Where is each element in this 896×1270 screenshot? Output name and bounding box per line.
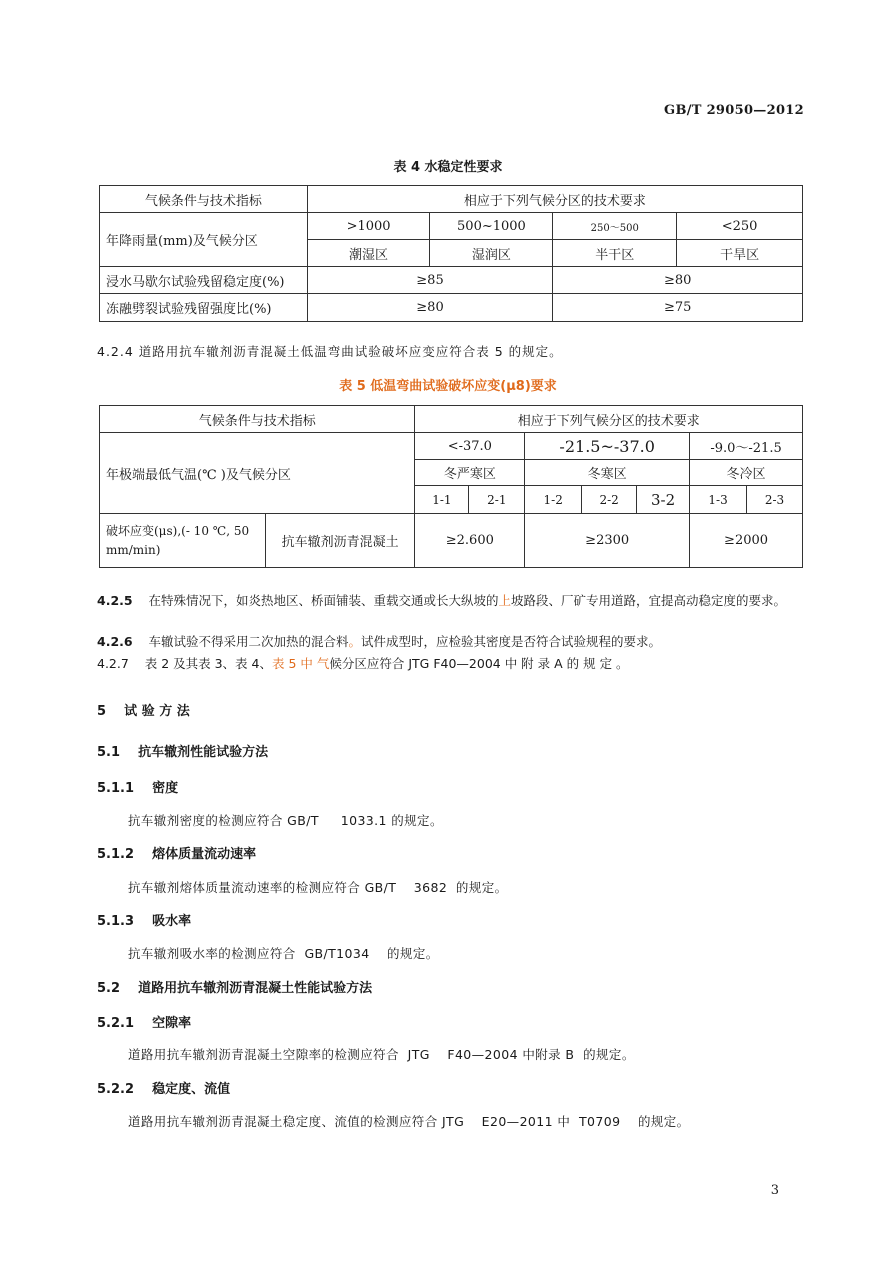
t4-row3-label: 浸水马歇尔试验残留稳定度(%) [100,267,308,294]
t5-strain-2: ≥2300 [525,514,690,568]
section-5-1-heading: 5.1 抗车辙剂性能试验方法 [97,745,269,760]
t5-strain-1: ≥2.600 [415,514,525,568]
para-4-2-7-text-b: 候分区应符合 JTG F40—2004 中 附 录 A 的 规 定 。 [329,656,629,671]
para-4-2-6-text-b: 试件成型时，应检验其密度是否符合试验规程的要求。 [361,634,662,649]
para-4-2-7-highlight: 表 5 中 气 [271,656,330,671]
t4-row4-b: ≥75 [553,294,803,322]
t5-header-right: 相应于下列气候分区的技术要求 [415,406,803,433]
t5-temp-label: 年极端最低气温(℃ )及气候分区 [100,433,415,514]
section-5-1-2-body: 抗车辙剂熔体质量流动速率的检测应符合 GB/T 3682 的规定。 [128,880,508,895]
section-5-1-1-body: 抗车辙剂密度的检测应符合 GB/T 1033.1 的规定。 [128,813,443,828]
t5-sub-1: 1-1 [415,486,469,514]
para-4-2-5-highlight: 上 [498,593,512,608]
table5-caption [0,375,896,394]
table5-caption-text: 表 5 低温弯曲试验破坏应变(μ8)要求 [339,379,557,394]
section-5-1-1-heading: 5.1.1 密度 [97,781,179,796]
section-5-2-heading: 5.2 道路用抗车辙剂沥青混凝土性能试验方法 [97,981,373,996]
t4-rain-1: >1000 [307,213,430,240]
t4-rain-4: <250 [677,213,803,240]
para-4-2-7-text-a: 表 2 及其表 3、表 4、 [144,656,272,671]
table4-caption: 表 4 水稳定性要求 [393,160,503,175]
t5-temp-3: -9.0～-21.5 [690,433,803,460]
t5-strain-3: ≥2000 [690,514,803,568]
para-4-2-5 [97,591,807,610]
t5-zone-1: 冬严寒区 [415,460,525,486]
t5-header-left: 气候条件与技术指标 [100,406,415,433]
para-4-2-5-text-a: 在特殊情况下，如炎热地区、桥面铺装、重载交通或长大纵坡的 [148,593,499,608]
para-4-2-5-num: 4.2.5 [97,593,133,608]
t4-zone-1: 潮湿区 [307,240,430,267]
t4-header-left: 气候条件与技术指标 [100,186,308,213]
section-5-1-3-heading: 5.1.3 吸水率 [97,914,192,929]
section-5-2-2-heading: 5.2.2 稳定度、流值 [97,1082,231,1097]
t4-rain-label: 年降雨量(mm)及气候分区 [100,213,308,267]
t4-row3-a: ≥85 [307,267,553,294]
table4 [99,185,803,322]
para-4-2-6 [97,632,807,651]
t5-sub-3: 1-2 [525,486,582,514]
t5-strain-mix: 抗车辙剂沥青混凝土 [265,514,415,568]
para-4-2-6-text-a: 车辙试验不得采用二次加热的混合料 [148,634,349,649]
para-4-2-6-num: 4.2.6 [97,634,133,649]
t5-sub-6: 1-3 [690,486,747,514]
para-4-2-7 [97,654,807,673]
t4-row3-b: ≥80 [553,267,803,294]
t4-row4-a: ≥80 [307,294,553,322]
t4-rain-2: 500~1000 [430,213,553,240]
section-5-heading: 5 试 验 方 法 [97,704,190,719]
para-4-2-5-text-b: 坡路段、厂矿专用道路，宜提高动稳定度的要求。 [511,593,787,608]
t4-zone-3: 半干区 [553,240,677,267]
t5-sub-7: 2-3 [747,486,803,514]
t5-strain-label: 破坏应变(μs),(- 10 ℃, 50 mm/min) [100,514,266,568]
table5 [99,405,803,568]
t4-rain-3: 250～500 [553,213,677,240]
t4-header-right: 相应于下列气候分区的技术要求 [307,186,802,213]
standard-number: GB/T 29050—2012 [664,103,804,118]
t5-sub-5: 3-2 [637,486,690,514]
section-5-1-3-body: 抗车辙剂吸水率的检测应符合 GB/T1034 的规定。 [128,946,439,961]
t4-zone-4: 干旱区 [677,240,803,267]
t5-temp-1: <-37.0 [415,433,525,460]
section-5-2-2-body: 道路用抗车辙剂沥青混凝土稳定度、流值的检测应符合 JTG E20—2011 中 T0709 的规定。 [128,1114,690,1129]
para-4-2-6-highlight: 。 [348,634,362,649]
section-5-2-1-body: 道路用抗车辙剂沥青混凝土空隙率的检测应符合 JTG F40—2004 中附录 B 的规定。 [128,1047,635,1062]
para-4-2-4: 4.2.4 道路用抗车辙剂沥青混凝土低温弯曲试验破坏应变应符合表 5 的规定。 [97,344,563,359]
t5-sub-2: 2-1 [469,486,525,514]
t5-temp-2: -21.5~-37.0 [525,433,690,460]
t4-zone-2: 湿润区 [430,240,553,267]
para-4-2-7-num: 4.2.7 [97,656,129,671]
t5-sub-4: 2-2 [582,486,637,514]
t5-zone-2: 冬寒区 [525,460,690,486]
section-5-1-2-heading: 5.1.2 熔体质量流动速率 [97,847,257,862]
t4-row4-label: 冻融劈裂试验残留强度比(%) [100,294,308,322]
page-number: 3 [770,1183,779,1198]
section-5-2-1-heading: 5.2.1 空隙率 [97,1016,192,1031]
t5-zone-3: 冬冷区 [690,460,803,486]
